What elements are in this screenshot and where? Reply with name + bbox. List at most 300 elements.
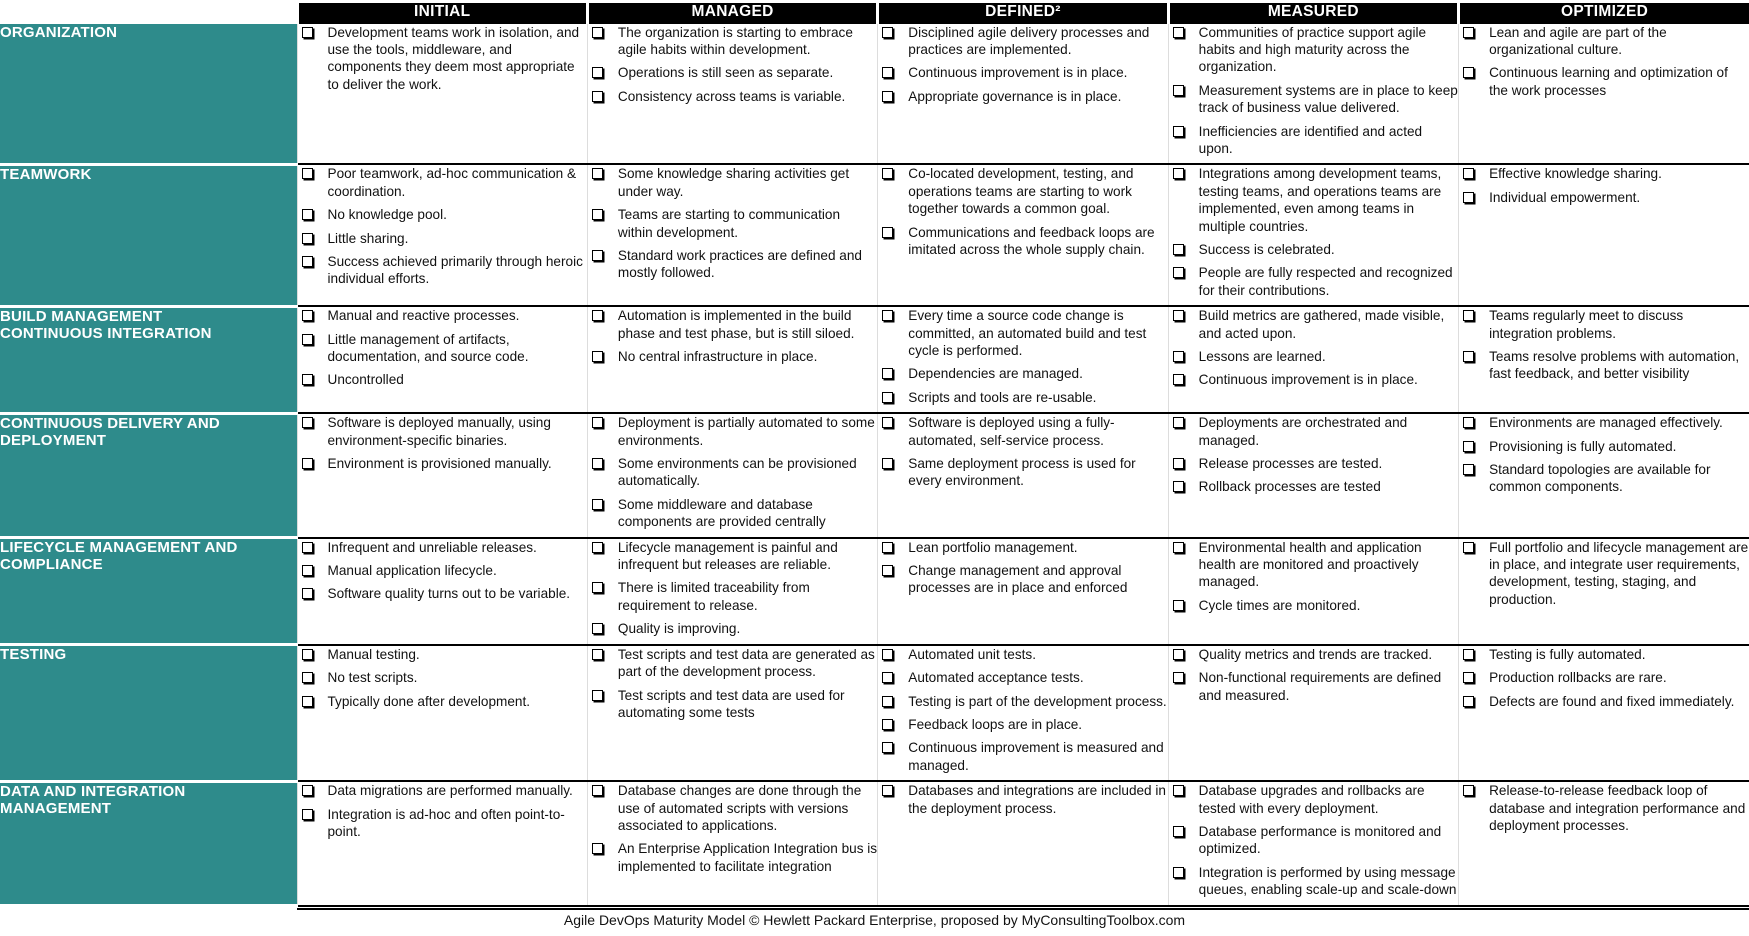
checklist-item	[878, 64, 1167, 81]
checklist-item	[588, 455, 877, 490]
checklist-item	[588, 782, 877, 834]
checklist-item-text: No central infrastructure in place.	[617, 349, 818, 364]
cell-build-management-ci-optimized	[1459, 306, 1749, 413]
checkbox-icon	[1463, 696, 1474, 707]
row-header-line: DEPLOYMENT	[0, 431, 107, 449]
checklist-item-text: Database performance is monitored and optimized.	[1198, 823, 1442, 857]
checkbox-icon	[592, 310, 603, 321]
checklist-item	[298, 24, 587, 94]
checklist-item	[298, 693, 587, 710]
checklist-item	[878, 88, 1167, 105]
row-header-line: TESTING	[0, 646, 67, 664]
checklist	[1169, 414, 1458, 496]
cell-teamwork-managed	[587, 164, 877, 306]
checklist-item-text: Lifecycle management is painful and infrequent but releases are reliable.	[617, 539, 838, 573]
checklist-item	[588, 247, 877, 282]
checklist-item	[1459, 64, 1749, 99]
level-header-defined: DEFINED²	[878, 3, 1168, 23]
checkbox-icon	[302, 27, 313, 38]
checklist-item-text: Appropriate governance is in place.	[908, 88, 1122, 104]
dimension-row-build-management-ci	[0, 306, 1749, 413]
checklist-item-text: Software is deployed manually, using environment-specific binaries.	[327, 415, 551, 448]
checkbox-icon	[1463, 351, 1474, 362]
checklist-item	[1459, 24, 1749, 59]
checkbox-icon	[302, 209, 313, 220]
checklist-item-text: Standard work practices are defined and mostly followed.	[617, 247, 862, 281]
row-header-line: CONTINUOUS DELIVERY AND	[0, 414, 220, 432]
checklist	[878, 24, 1167, 106]
checklist	[1169, 782, 1458, 898]
checkbox-icon	[302, 168, 313, 179]
checklist-item-text: Some middleware and database components are provided centrally	[617, 496, 826, 530]
checklist-item-text: Continuous improvement is in place.	[1198, 372, 1418, 388]
checklist-item	[878, 414, 1167, 449]
checklist-item	[588, 307, 877, 342]
checkbox-icon	[1173, 600, 1184, 611]
cell-data-integration-optimized	[1459, 781, 1749, 905]
checklist	[1459, 24, 1749, 100]
checkbox-icon	[592, 351, 603, 362]
checklist-item-text: Non-functional requirements are defined and measured.	[1198, 670, 1442, 703]
row-header-build-management-ci	[0, 306, 297, 413]
cell-testing-defined	[878, 645, 1168, 781]
checklist-item-text: Release-to-release feedback loop of database and integration performance and deployment processes.	[1489, 783, 1746, 833]
checklist-item	[298, 253, 587, 288]
checklist-item-text: Teams regularly meet to discuss integration problems.	[1489, 308, 1684, 341]
cell-continuous-delivery-measured	[1168, 413, 1458, 537]
checklist-item	[588, 620, 877, 637]
checkbox-icon	[882, 91, 893, 102]
checklist	[1459, 165, 1749, 206]
level-header-managed: MANAGED	[587, 3, 877, 23]
checklist-item	[878, 739, 1167, 774]
checkbox-icon	[302, 374, 313, 385]
checklist-item	[1459, 693, 1749, 710]
checkbox-icon	[882, 27, 893, 38]
checkbox-icon	[302, 334, 313, 345]
checklist-item	[1459, 782, 1749, 834]
checklist	[878, 782, 1167, 817]
checkbox-icon	[1463, 441, 1474, 452]
checklist-item-text: Rollback processes are tested	[1198, 479, 1381, 495]
checkbox-icon	[1463, 464, 1474, 475]
checklist-item	[298, 455, 587, 472]
checklist-item-text: Cycle times are monitored.	[1198, 597, 1361, 613]
row-header-continuous-delivery	[0, 413, 297, 537]
checklist-item-text: Continuous improvement is measured and managed.	[908, 740, 1164, 773]
checkbox-icon	[1463, 310, 1474, 321]
checkbox-icon	[1173, 310, 1184, 321]
checklist-item	[1459, 539, 1749, 609]
checkbox-icon	[302, 542, 313, 553]
checklist-item-text: Automated acceptance tests.	[908, 670, 1084, 686]
checklist-item	[298, 782, 587, 799]
checkbox-icon	[882, 542, 893, 553]
maturity-model	[0, 3, 1749, 907]
checklist-item	[1169, 24, 1458, 76]
checkbox-icon	[302, 588, 313, 599]
checklist-item-text: Testing is part of the development process.	[908, 693, 1167, 709]
checklist-item-text: No test scripts.	[327, 670, 418, 686]
checkbox-icon	[1463, 168, 1474, 179]
checkbox-icon	[882, 565, 893, 576]
checklist	[1169, 539, 1458, 615]
row-header-line: BUILD MANAGEMENT	[0, 307, 163, 325]
checklist-item-text: Every time a source code change is committed, an automated build and test cycle is performed.	[908, 308, 1147, 358]
checklist-item	[1169, 123, 1458, 158]
checklist-item-text: Production rollbacks are rare.	[1489, 670, 1667, 686]
checklist-item-text: Build metrics are gathered, made visible, and acted upon.	[1198, 308, 1445, 341]
checkbox-icon	[1173, 826, 1184, 837]
checklist-item	[878, 24, 1167, 59]
checkbox-icon	[1173, 649, 1184, 660]
checkbox-icon	[1173, 126, 1184, 137]
checklist-item	[1169, 539, 1458, 591]
checklist	[1459, 414, 1749, 496]
checkbox-icon	[592, 27, 603, 38]
checklist-item-text: Development teams work in isolation, and use the tools, middleware, and components they deem most appropriate to deliver the work.	[327, 24, 580, 92]
cell-lifecycle-compliance-managed	[587, 538, 877, 645]
checklist-item-text: Change management and approval processes are in place and enforced	[908, 563, 1128, 596]
checkbox-icon	[1173, 27, 1184, 38]
checklist-item-text: Automated unit tests.	[908, 646, 1036, 662]
cell-organization-defined	[878, 23, 1168, 165]
checklist-item-text: Little management of artifacts, documentation, and source code.	[327, 331, 529, 364]
checklist-item	[1459, 307, 1749, 342]
checklist-item	[878, 646, 1167, 663]
checkbox-icon	[302, 785, 313, 796]
checkbox-icon	[1173, 374, 1184, 385]
checkbox-icon	[882, 719, 893, 730]
checkbox-icon	[1173, 458, 1184, 469]
checklist-item	[1169, 455, 1458, 472]
checkbox-icon	[302, 458, 313, 469]
checklist-item-text: Teams resolve problems with automation, fast feedback, and better visibility	[1489, 349, 1740, 382]
checklist	[298, 782, 587, 840]
checklist-item-text: Continuous learning and optimization of the work processes	[1489, 65, 1728, 98]
checkbox-icon	[1173, 267, 1184, 278]
checklist-item-text: Disciplined agile delivery processes and practices are implemented.	[908, 24, 1150, 57]
checklist	[588, 414, 877, 530]
checklist	[298, 539, 587, 603]
checklist-item-text: Test scripts and test data are used for automating some tests	[617, 687, 845, 720]
checklist	[588, 307, 877, 365]
checklist-item	[588, 496, 877, 531]
checklist-item-text: Database changes are done through the use of automated scripts with versions associated to applications.	[617, 783, 862, 833]
checklist-item	[298, 230, 587, 247]
checklist-item	[1169, 597, 1458, 614]
row-header-line: DATA AND INTEGRATION	[0, 782, 186, 800]
checklist-item-text: Communities of practice support agile habits and high maturity across the organization.	[1198, 24, 1427, 75]
checklist-item	[588, 840, 877, 875]
checklist-item-text: Success is celebrated.	[1198, 241, 1335, 257]
checklist-item-text: Measurement systems are in place to keep track of business value delivered.	[1198, 82, 1458, 116]
checkbox-icon	[592, 843, 603, 854]
checkbox-icon	[882, 227, 893, 238]
checklist-item	[298, 669, 587, 686]
checklist-item-text: An Enterprise Application Integration bus is implemented to facilitate integration	[617, 841, 878, 874]
checklist-item-text: Scripts and tools are re-usable.	[908, 389, 1097, 405]
checklist-item	[1169, 307, 1458, 342]
checklist-item-text: Database upgrades and rollbacks are tested with every deployment.	[1198, 783, 1425, 816]
checklist	[878, 307, 1167, 406]
checklist-item	[298, 414, 587, 449]
checklist-item	[298, 806, 587, 841]
cell-lifecycle-compliance-measured	[1168, 538, 1458, 645]
level-header-optimized: OPTIMIZED	[1459, 3, 1749, 23]
checklist-item-text: Integration is ad-hoc and often point-to-point.	[327, 806, 565, 839]
checklist	[298, 307, 587, 389]
row-header-line: ORGANIZATION	[0, 24, 118, 41]
checklist	[298, 165, 587, 287]
cell-testing-measured	[1168, 645, 1458, 781]
checklist-item	[1169, 478, 1458, 495]
checklist-item-text: Uncontrolled	[327, 372, 404, 388]
checkbox-icon	[882, 368, 893, 379]
checkbox-icon	[592, 542, 603, 553]
dimension-row-organization	[0, 23, 1749, 165]
cell-continuous-delivery-optimized	[1459, 413, 1749, 537]
checklist-item	[1169, 669, 1458, 704]
cell-data-integration-measured	[1168, 781, 1458, 905]
checklist-item-text: Teams are starting to communication within development.	[617, 207, 841, 240]
cell-continuous-delivery-initial	[297, 413, 587, 537]
checkbox-icon	[1173, 867, 1184, 878]
checklist-item	[1459, 189, 1749, 206]
checklist-item-text: Manual testing.	[327, 646, 420, 662]
checklist-item-text: Co-located development, testing, and operations teams are starting to work together towards a common goal.	[908, 166, 1134, 217]
level-header-measured: MEASURED	[1168, 3, 1458, 23]
checklist-item-text: Quality metrics and trends are tracked.	[1198, 646, 1433, 662]
checklist-item	[878, 716, 1167, 733]
checklist	[588, 646, 877, 722]
checklist-item	[878, 307, 1167, 359]
checklist-item	[1169, 348, 1458, 365]
checkbox-icon	[592, 582, 603, 593]
checkbox-icon	[1173, 542, 1184, 553]
checklist-item	[1169, 371, 1458, 388]
checklist-item-text: There is limited traceability from requirement to release.	[617, 580, 810, 613]
checklist-item	[298, 646, 587, 663]
checkbox-icon	[302, 672, 313, 683]
checkbox-icon	[1463, 417, 1474, 428]
checkbox-icon	[592, 458, 603, 469]
checklist-item	[588, 579, 877, 614]
footer-credit: Agile DevOps Maturity Model © Hewlett Packard Enterprise, proposed by MyConsultingToolbox.com	[563, 912, 1186, 928]
checkbox-icon	[592, 417, 603, 428]
checklist-item	[878, 389, 1167, 406]
checkbox-icon	[592, 250, 603, 261]
checklist-item-text: Lean portfolio management.	[908, 539, 1078, 555]
checklist-item	[588, 687, 877, 722]
checklist-item-text: The organization is starting to embrace agile habits within development.	[617, 24, 853, 57]
cell-teamwork-initial	[297, 164, 587, 306]
cell-lifecycle-compliance-defined	[878, 538, 1168, 645]
checklist	[588, 782, 877, 875]
footer-divider	[297, 908, 1749, 910]
checklist-item	[878, 669, 1167, 686]
cell-testing-optimized	[1459, 645, 1749, 781]
checklist-item	[588, 414, 877, 449]
checklist-item-text: Little sharing.	[327, 230, 409, 246]
checklist	[878, 646, 1167, 774]
checkbox-icon	[302, 649, 313, 660]
checklist-item-text: Automation is implemented in the build phase and test phase, but is still siloed.	[617, 308, 855, 341]
checkbox-icon	[1173, 481, 1184, 492]
checklist-item-text: Integrations among development teams, testing teams, and operations teams are implemented, even among teams in multiple countries.	[1198, 166, 1442, 234]
checkbox-icon	[302, 417, 313, 428]
checkbox-icon	[1173, 351, 1184, 362]
checklist-item	[878, 165, 1167, 217]
checklist-item	[1169, 264, 1458, 299]
checklist-item	[1459, 414, 1749, 431]
checklist-item	[588, 88, 877, 105]
checkbox-icon	[592, 91, 603, 102]
checklist-item-text: Poor teamwork, ad-hoc communication & coordination.	[327, 166, 577, 199]
checklist-item	[1169, 823, 1458, 858]
checklist-item	[298, 331, 587, 366]
level-header-initial: INITIAL	[297, 3, 587, 23]
checklist-item-text: Environment is provisioned manually.	[327, 456, 552, 472]
checklist-item-text: Release processes are tested.	[1198, 456, 1383, 472]
checklist-item	[1169, 782, 1458, 817]
checklist	[1459, 539, 1749, 609]
checklist-item	[1459, 165, 1749, 182]
checkbox-icon	[1173, 168, 1184, 179]
checklist-item	[1169, 414, 1458, 449]
checklist-item	[1169, 241, 1458, 258]
checklist-item-text: Success achieved primarily through heroic individual efforts.	[327, 253, 583, 287]
row-header-organization	[0, 23, 297, 165]
checklist-item-text: People are fully respected and recognized for their contributions.	[1198, 265, 1453, 298]
checklist	[878, 539, 1167, 597]
maturity-table	[0, 3, 1749, 907]
maturity-table-body	[0, 23, 1749, 906]
checkbox-icon	[882, 696, 893, 707]
checklist-item-text: Same deployment process is used for every environment.	[908, 456, 1136, 489]
row-header-line: TEAMWORK	[0, 165, 92, 183]
checklist-item-text: Inefficiencies are identified and acted upon.	[1198, 123, 1423, 156]
checklist-item-text: Typically done after development.	[327, 693, 531, 709]
checkbox-icon	[592, 785, 603, 796]
checkbox-icon	[1463, 27, 1474, 38]
checklist-item-text: Defects are found and fixed immediately.	[1489, 693, 1735, 709]
dimension-row-lifecycle-compliance	[0, 538, 1749, 645]
checkbox-icon	[592, 67, 603, 78]
checkbox-icon	[882, 649, 893, 660]
checklist-item-text: Full portfolio and lifecycle management are in place, and integrate user requirements, development, testing, staging, and production.	[1489, 539, 1749, 607]
checklist-item	[298, 585, 587, 602]
checklist-item	[298, 539, 587, 556]
cell-build-management-ci-defined	[878, 306, 1168, 413]
checklist-item	[878, 539, 1167, 556]
checklist-item	[1169, 82, 1458, 117]
checklist-item	[878, 224, 1167, 259]
checklist-item	[1169, 646, 1458, 663]
cell-organization-measured	[1168, 23, 1458, 165]
checklist-item-text: Dependencies are managed.	[908, 366, 1083, 382]
cell-data-integration-initial	[297, 781, 587, 905]
checklist-item-text: Feedback loops are in place.	[908, 716, 1083, 732]
checklist-item	[1459, 438, 1749, 455]
row-header-line: CONTINUOUS INTEGRATION	[0, 324, 212, 342]
cell-data-integration-defined	[878, 781, 1168, 905]
checklist-item	[878, 455, 1167, 490]
row-header-testing	[0, 645, 297, 781]
checklist-item	[588, 165, 877, 200]
row-header-teamwork	[0, 164, 297, 306]
checkbox-icon	[302, 565, 313, 576]
checkbox-icon	[592, 499, 603, 510]
cell-data-integration-managed	[587, 781, 877, 905]
checklist	[588, 165, 877, 281]
checkbox-icon	[1173, 85, 1184, 96]
checklist	[1459, 307, 1749, 383]
cell-teamwork-defined	[878, 164, 1168, 306]
checklist-item	[298, 165, 587, 200]
checklist	[298, 646, 587, 710]
checklist-item-text: Test scripts and test data are generated as part of the development process.	[617, 646, 875, 680]
checklist-item	[298, 206, 587, 223]
checklist-item	[1459, 669, 1749, 686]
checklist-item-text: Consistency across teams is variable.	[617, 88, 846, 104]
checkbox-icon	[882, 168, 893, 179]
checkbox-icon	[1173, 244, 1184, 255]
checkbox-icon	[882, 67, 893, 78]
checklist	[588, 539, 877, 638]
checkbox-icon	[882, 742, 893, 753]
checkbox-icon	[882, 417, 893, 428]
cell-teamwork-optimized	[1459, 164, 1749, 306]
checklist-item	[588, 64, 877, 81]
checkbox-icon	[592, 690, 603, 701]
cell-lifecycle-compliance-initial	[297, 538, 587, 645]
checkbox-icon	[882, 458, 893, 469]
checklist-item-text: Databases and integrations are included in the deployment process.	[908, 783, 1166, 816]
checkbox-icon	[1463, 67, 1474, 78]
checkbox-icon	[1463, 542, 1474, 553]
checklist-item-text: Deployment is partially automated to some environments.	[617, 415, 875, 448]
checkbox-icon	[882, 392, 893, 403]
dimension-row-testing	[0, 645, 1749, 781]
checklist	[298, 414, 587, 472]
checkbox-icon	[302, 233, 313, 244]
row-header-line: MANAGEMENT	[0, 799, 112, 817]
checklist-item-text: Communications and feedback loops are imitated across the whole supply chain.	[908, 224, 1155, 257]
checklist-item-text: Integration is performed by using message queues, enabling scale-up and scale-down	[1198, 864, 1457, 898]
cell-continuous-delivery-managed	[587, 413, 877, 537]
checklist-item-text: Some knowledge sharing activities get under way.	[617, 166, 850, 199]
cell-teamwork-measured	[1168, 164, 1458, 306]
row-header-data-integration	[0, 781, 297, 905]
checklist-item-text: No knowledge pool.	[327, 207, 447, 223]
checklist	[1169, 24, 1458, 158]
cell-lifecycle-compliance-optimized	[1459, 538, 1749, 645]
checklist-item-text: Continuous improvement is in place.	[908, 65, 1128, 81]
checklist-item	[298, 371, 587, 388]
cell-organization-initial	[297, 23, 587, 165]
cell-build-management-ci-managed	[587, 306, 877, 413]
cell-build-management-ci-initial	[297, 306, 587, 413]
checklist-item	[588, 206, 877, 241]
level-header-row	[0, 3, 1749, 23]
checklist	[1459, 782, 1749, 834]
checkbox-icon	[1463, 192, 1474, 203]
checklist	[298, 24, 587, 94]
checklist-item-text: Some environments can be provisioned automatically.	[617, 456, 857, 489]
corner-cell	[0, 3, 297, 23]
checklist-item	[588, 539, 877, 574]
